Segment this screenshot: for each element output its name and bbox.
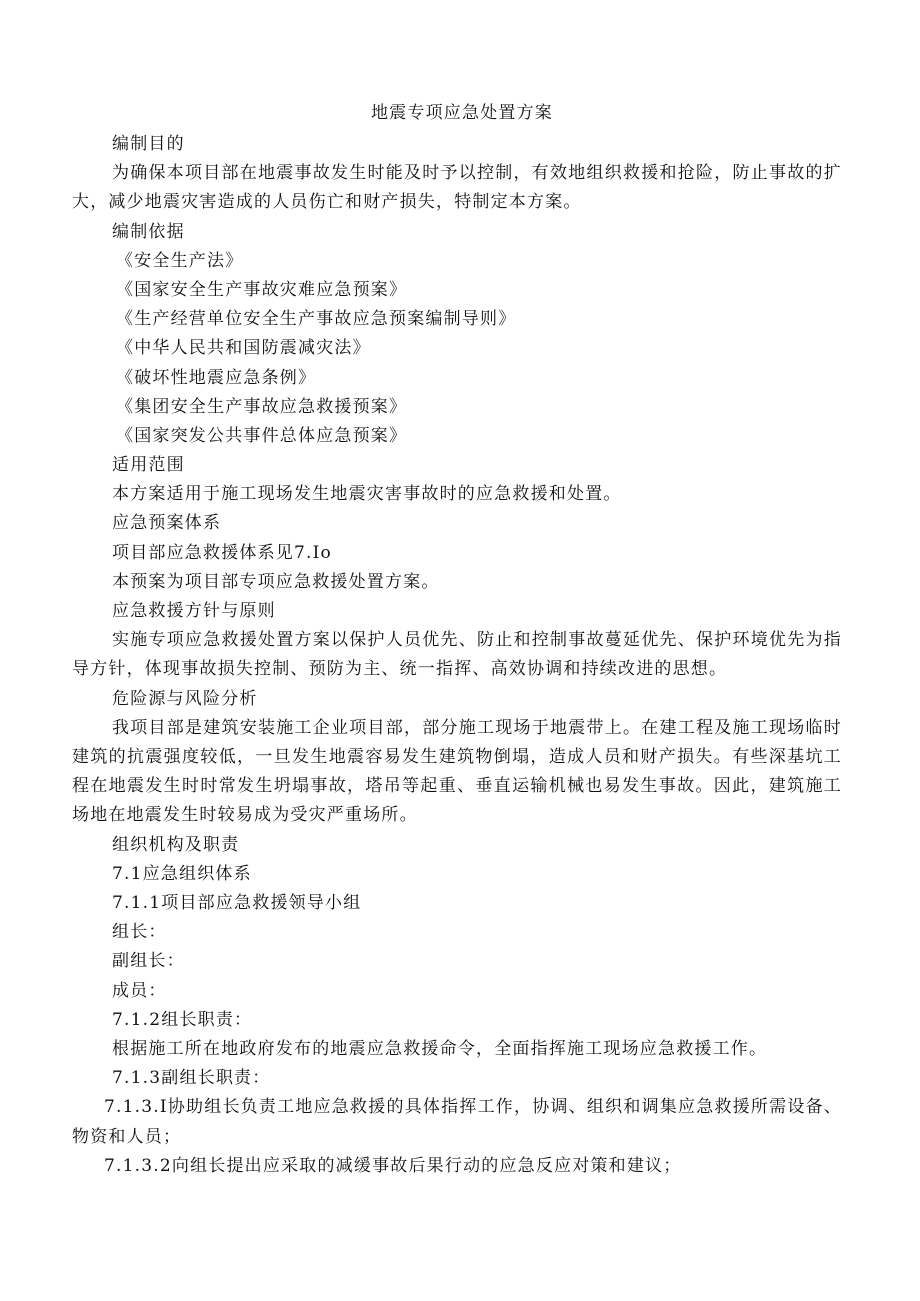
- paragraph: 实施专项应急救援处置方案以保护人员优先、防止和控制事故蔓延优先、保护环境优先为指导方针，体现事故损失控制、预防为主、统一指挥、高效协调和持续改进的思想。: [72, 630, 842, 680]
- reference-item: 《生产经营单位安全生产事故应急预案编制导则》: [116, 309, 517, 330]
- section-heading: 危险源与风险分析: [112, 688, 258, 709]
- reference-item: 《破坏性地震应急条例》: [116, 367, 317, 388]
- text-line: 根据施工所在地政府发布的地震应急救援命令，全面指挥施工现场应急救援工作。: [112, 1038, 768, 1059]
- text-line: 本方案适用于施工现场发生地震灾害事故时的应急救援和处置。: [112, 484, 622, 505]
- paragraph: 我项目部是建筑安装施工企业项目部，部分施工现场于地震带上。在建工程及施工现场临时建筑的抗震强度较低，一旦发生地震容易发生建筑物倒塌，造成人员和财产损失。有些深基坑工程在地震发生时时常发生坍塌事故，塔吊等起重、垂直运输机械也易发生事故。因此，建筑施工场地在地震发生时较易成为受灾严重场所。: [72, 717, 842, 826]
- section-heading: 组织机构及职责: [112, 834, 240, 855]
- reference-item: 《安全生产法》: [116, 250, 244, 271]
- text-line: 7.1.3副组长职责：: [112, 1068, 271, 1089]
- section-heading: 编制目的: [112, 134, 185, 154]
- document-title: 地震专项应急处置方案: [371, 103, 553, 123]
- paragraph: 为确保本项目部在地震事故发生时能及时予以控制，有效地组织救援和抢险，防止事故的扩大，减少地震灾害造成的人员伤亡和财产损失，特制定本方案。: [72, 163, 842, 213]
- text-line: 7.1应急组织体系: [112, 863, 252, 884]
- text-line: 7.1.1项目部应急救援领导小组: [112, 893, 362, 913]
- section-heading: 适用范围: [112, 455, 185, 476]
- reference-item: 《国家突发公共事件总体应急预案》: [116, 425, 408, 446]
- text-line: 副组长：: [112, 951, 185, 972]
- section-heading: 编制依据: [112, 221, 185, 242]
- reference-item: 《国家安全生产事故灾难应急预案》: [116, 279, 408, 300]
- text-line: 成员：: [112, 980, 167, 1001]
- text-line: 组长：: [112, 922, 167, 943]
- text-line: 7.1.2组长职责：: [112, 1009, 253, 1030]
- text-line: 项目部应急救援体系见7.Io: [112, 542, 332, 563]
- reference-item: 《集团安全生产事故应急救援预案》: [116, 396, 408, 417]
- reference-item: 《中华人民共和国防震减灾法》: [116, 338, 371, 359]
- paragraph: 7.1.3.I协助组长负责工地应急救援的具体指挥工作，协调、组织和调集应急救援所需设备、物资和人员；: [72, 1097, 842, 1147]
- section-heading: 应急预案体系: [112, 513, 222, 534]
- text-line: 本预案为项目部专项应急救援处置方案。: [112, 571, 440, 592]
- text-line: 7.1.3.2向组长提出应采取的减缓事故后果行动的应急反应对策和建议；: [104, 1155, 682, 1176]
- section-heading: 应急救援方针与原则: [112, 601, 276, 622]
